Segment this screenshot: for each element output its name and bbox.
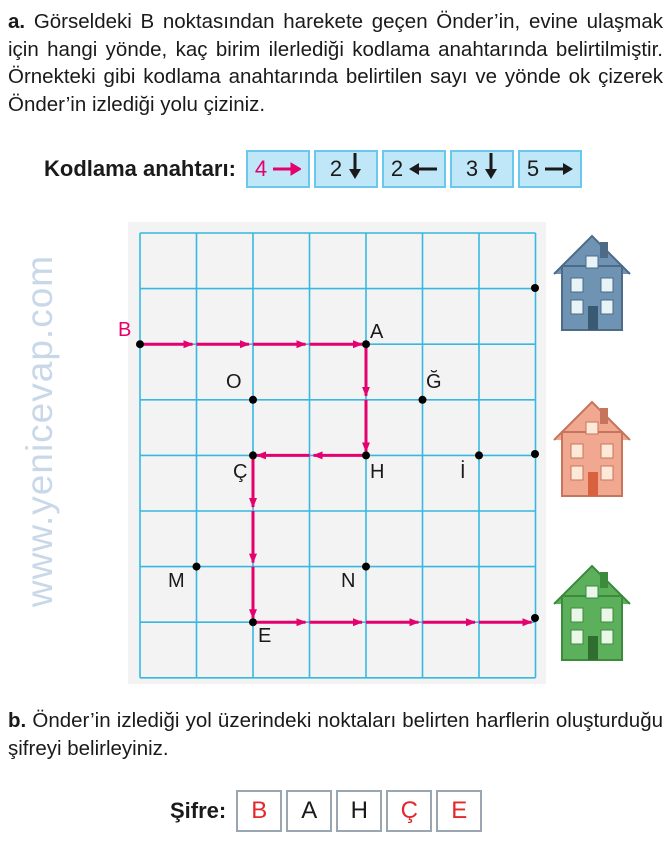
coding-key-label: Kodlama anahtarı: — [44, 156, 236, 181]
watermark: www.yenicevap.com — [19, 254, 60, 608]
grid-point — [475, 451, 483, 459]
password-letter-2: A — [286, 790, 332, 832]
point-label-i: İ — [460, 461, 466, 483]
grid-point — [362, 563, 370, 571]
map-background — [128, 222, 546, 684]
part-a-text: Görseldeki B noktasından harekete geçen Önder’in, evine ulaşmak için hangi yönde, kaç birim ilerlediği kodlama anahtarında belirtilmiştir. Örnekteki gibi kodlama anahtarında belirtilen sayı ve yönde ok çizerek Önder’in izlediği yolu çiziniz. — [8, 10, 663, 116]
point-label-o: O — [226, 371, 242, 393]
key-item-number: 4 — [254, 156, 268, 181]
password-letter-1: B — [236, 790, 282, 832]
password-letter-5: E — [436, 790, 482, 832]
point-label-h: H — [370, 461, 385, 483]
grid-point — [249, 618, 257, 626]
grid-point — [249, 396, 257, 404]
grid-point — [362, 340, 370, 348]
password-label: Şifre: — [170, 798, 227, 823]
point-label-a: A — [370, 321, 384, 343]
house-point — [531, 450, 539, 458]
part-b-label: b. — [8, 709, 27, 732]
part-b-paragraph — [8, 707, 663, 762]
house-top — [554, 236, 630, 330]
point-label-b: B — [118, 319, 132, 341]
key-item-number: 2 — [329, 156, 343, 181]
point-label-n: N — [341, 570, 356, 592]
house-bottom — [554, 566, 630, 660]
point-label-g: Ğ — [426, 371, 442, 393]
point-label-m: M — [168, 570, 185, 592]
house-middle — [554, 402, 630, 496]
house-point — [531, 614, 539, 622]
grid-point — [136, 340, 144, 348]
key-item-number: 3 — [465, 156, 479, 181]
house-point — [531, 284, 539, 292]
grid-point — [193, 563, 201, 571]
password-letter-4: Ç — [386, 790, 432, 832]
key-item-number: 2 — [390, 156, 404, 181]
grid-point — [362, 451, 370, 459]
part-a-label: a. — [8, 10, 26, 33]
password-letter-3: H — [336, 790, 382, 832]
point-label-c: Ç — [233, 461, 248, 483]
grid-point — [419, 396, 427, 404]
key-item-number: 5 — [526, 156, 540, 181]
point-label-e: E — [258, 625, 272, 647]
part-b-text: Önder’in izlediği yol üzerindeki noktaları belirten harflerin oluşturduğu şifreyi belirleyiniz. — [8, 709, 663, 760]
grid-point — [249, 451, 257, 459]
password-row — [170, 790, 486, 832]
